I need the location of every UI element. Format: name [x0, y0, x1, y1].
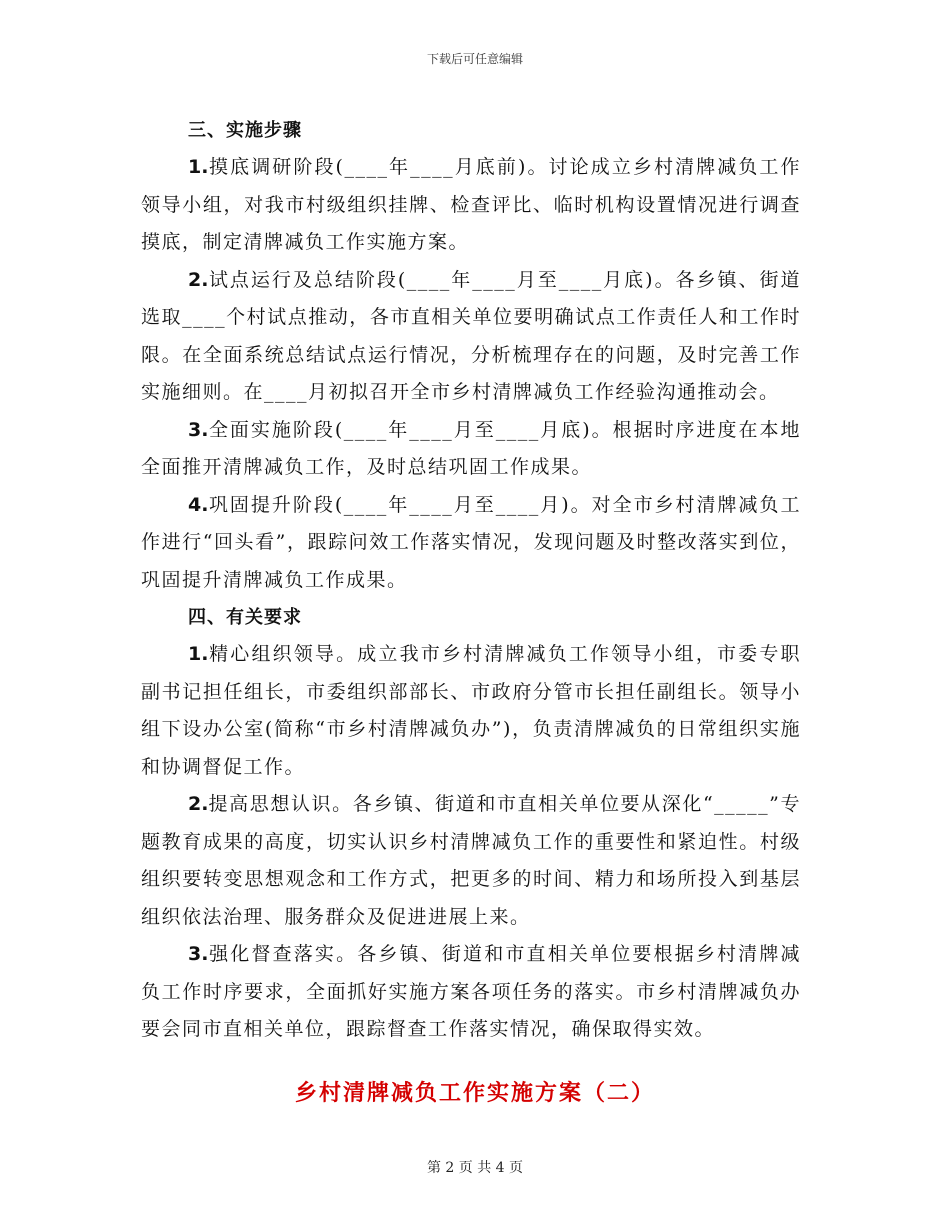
- item-text: 提高思想认识。各乡镇、街道和市直相关单位要从深化“_____”专题教育成果的高度，切实认识乡村清牌减负工作的重要性和紧迫性。村级组织要转变思想观念和工作方式，把更多的时间、精力和场所投入到基层组织依法治理、服务群众及促进进展上来。: [141, 793, 801, 928]
- item-number: 4.: [188, 493, 209, 516]
- step-item-4: [141, 487, 801, 600]
- page-header-note: 下载后可任意编辑: [426, 52, 523, 66]
- item-number: 1.: [188, 643, 209, 665]
- step-item-1: [141, 149, 801, 262]
- item-text: 巩固提升阶段(____年____月至____月)。对全市乡村清牌减负工作进行“回头看”，跟踪问效工作落实情况，发现问题及时整改落实到位，巩固提升清牌减负工作成果。: [141, 493, 801, 591]
- item-text: 试点运行及总结阶段(____年____月至____月底)。各乡镇、街道选取____个村试点推动，各市直相关单位要明确试点工作责任人和工作时限。在全面系统总结试点运行情况，分析梳理存在的问题，及时完善工作实施细则。在____月初拟召开全市乡村清牌减负工作经验沟通推动会。: [141, 268, 801, 403]
- item-number: 1.: [188, 156, 209, 178]
- page-number-footer: 第 2 页 共 4 页: [426, 1160, 524, 1176]
- document-title: 乡村清牌减负工作实施方案（二）: [294, 1081, 655, 1106]
- document-body: [141, 112, 801, 1049]
- step-item-3: [141, 412, 801, 487]
- item-text: 摸底调研阶段(____年____月底前)。讨论成立乡村清牌减负工作领导小组，对我市村级组织挂牌、检查评比、临时机构设置情况进行调查摸底，制定清牌减负工作实施方案。: [141, 156, 801, 253]
- requirement-item-1: [141, 636, 801, 786]
- step-item-2: [141, 262, 801, 412]
- section-heading-steps: 三、实施步骤: [188, 120, 302, 141]
- section-heading-requirements: 四、有关要求: [188, 607, 302, 628]
- item-text: 全面实施阶段(____年____月至____月底)。根据时序进度在本地全面推开清牌减负工作，及时总结巩固工作成果。: [141, 418, 801, 478]
- item-number: 2.: [188, 793, 209, 815]
- item-text: 强化督查落实。各乡镇、街道和市直相关单位要根据乡村清牌减负工作时序要求，全面抓好实施方案各项任务的落实。市乡村清牌减负办要会同市直相关单位，跟踪督查工作落实情况，确保取得实效。: [141, 943, 801, 1040]
- item-text: 精心组织领导。成立我市乡村清牌减负工作领导小组，市委专职副书记担任组长，市委组织部部长、市政府分管市长担任副组长。领导小组下设办公室(简称“市乡村清牌减负办”)，负责清牌减负的日常组织实施和协调督促工作。: [141, 643, 801, 778]
- requirement-item-3: [141, 936, 801, 1049]
- item-number: 2.: [188, 268, 209, 291]
- item-number: 3.: [188, 943, 209, 965]
- requirement-item-2: [141, 786, 801, 936]
- item-number: 3.: [188, 418, 209, 441]
